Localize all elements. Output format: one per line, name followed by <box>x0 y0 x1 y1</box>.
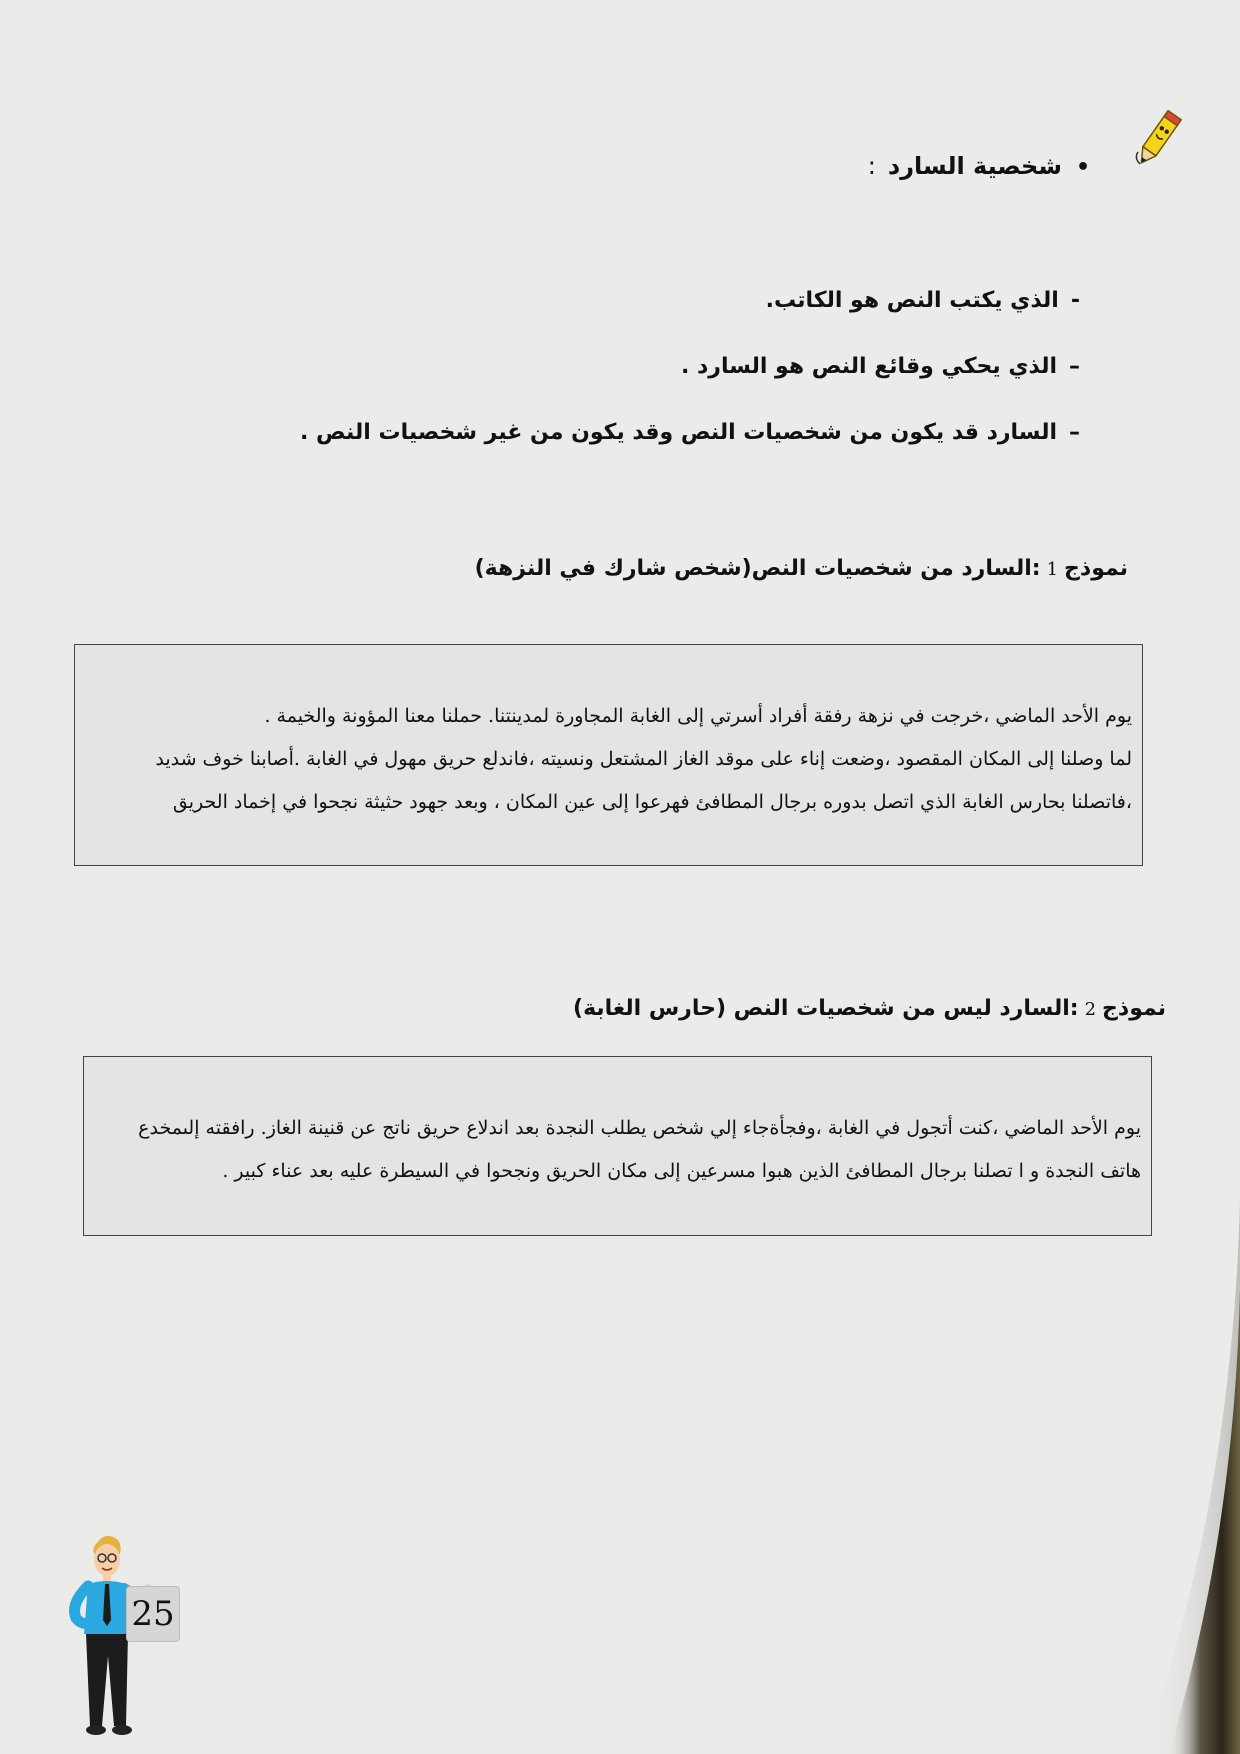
model-number: 1 <box>1046 559 1059 580</box>
point-narrator-role <box>300 420 1080 445</box>
point-dash: – <box>1069 354 1080 379</box>
bullet-icon: • <box>1075 155 1090 180</box>
pencil-mascot-icon <box>1130 106 1186 172</box>
page-number: 25 <box>126 1586 180 1642</box>
model-2-title <box>573 996 1166 1021</box>
text-line: يوم الأحد الماضي ،خرجت في نزهة رفقة أفراد أسرتي إلى الغابة المجاورة لمدينتنا. حملنا معنا المؤونة والخيمة . <box>264 705 1132 727</box>
point-dash: - <box>1070 288 1080 313</box>
point-text: السارد قد يكون من شخصيات النص وقد يكون من غير شخصيات النص . <box>300 420 1057 445</box>
point-text: الذي يحكي وقائع النص هو السارد . <box>680 354 1057 379</box>
model-2-text-box <box>83 1056 1152 1236</box>
model-title-text: السارد ليس من شخصيات النص (حارس الغابة) <box>573 996 1070 1021</box>
model-label: نموذج <box>1102 996 1166 1021</box>
model-separator: : <box>1031 556 1041 581</box>
model-number: 2 <box>1084 999 1097 1020</box>
point-dash: – <box>1069 420 1080 445</box>
text-line: ،فاتصلنا بحارس الغابة الذي اتصل بدوره برجال المطافئ فهرعوا إلى عين المكان ، وبعد جهود حثيثة نجحوا في إخماد الحريق <box>172 791 1132 813</box>
heading-colon: : <box>867 152 876 180</box>
point-narrator <box>681 354 1080 379</box>
point-text: الذي يكتب النص هو الكاتب. <box>765 288 1059 313</box>
model-title-text: السارد من شخصيات النص(شخص شارك في النزهة) <box>474 556 1032 581</box>
model-1-title <box>475 556 1128 581</box>
text-line: هاتف النجدة و ا تصلنا برجال المطافئ الذين هبوا مسرعين إلى مكان الحريق ونجحوا في السيطرة عليه بعد عناء كبير . <box>222 1160 1141 1182</box>
point-writer <box>766 288 1080 313</box>
model-label: نموذج <box>1064 556 1128 581</box>
model-1-text-box <box>74 644 1143 866</box>
section-heading <box>868 152 1090 180</box>
model-separator: : <box>1069 996 1079 1021</box>
text-line: لما وصلنا إلى المكان المقصود ،وضعت إناء على موقد الغاز المشتعل ونسيته ،فاندلع حريق مهول في الغابة .أصابنا خوف شديد <box>155 748 1132 770</box>
text-line: يوم الأحد الماضي ،كنت أتجول في الغابة ،وفجأةجاء إلي شخص يطلب النجدة بعد اندلاع حريق ناتج عن قنينة الغاز. رافقته إلىمخدع <box>138 1117 1141 1139</box>
heading-title: شخصية السارد <box>887 152 1062 180</box>
